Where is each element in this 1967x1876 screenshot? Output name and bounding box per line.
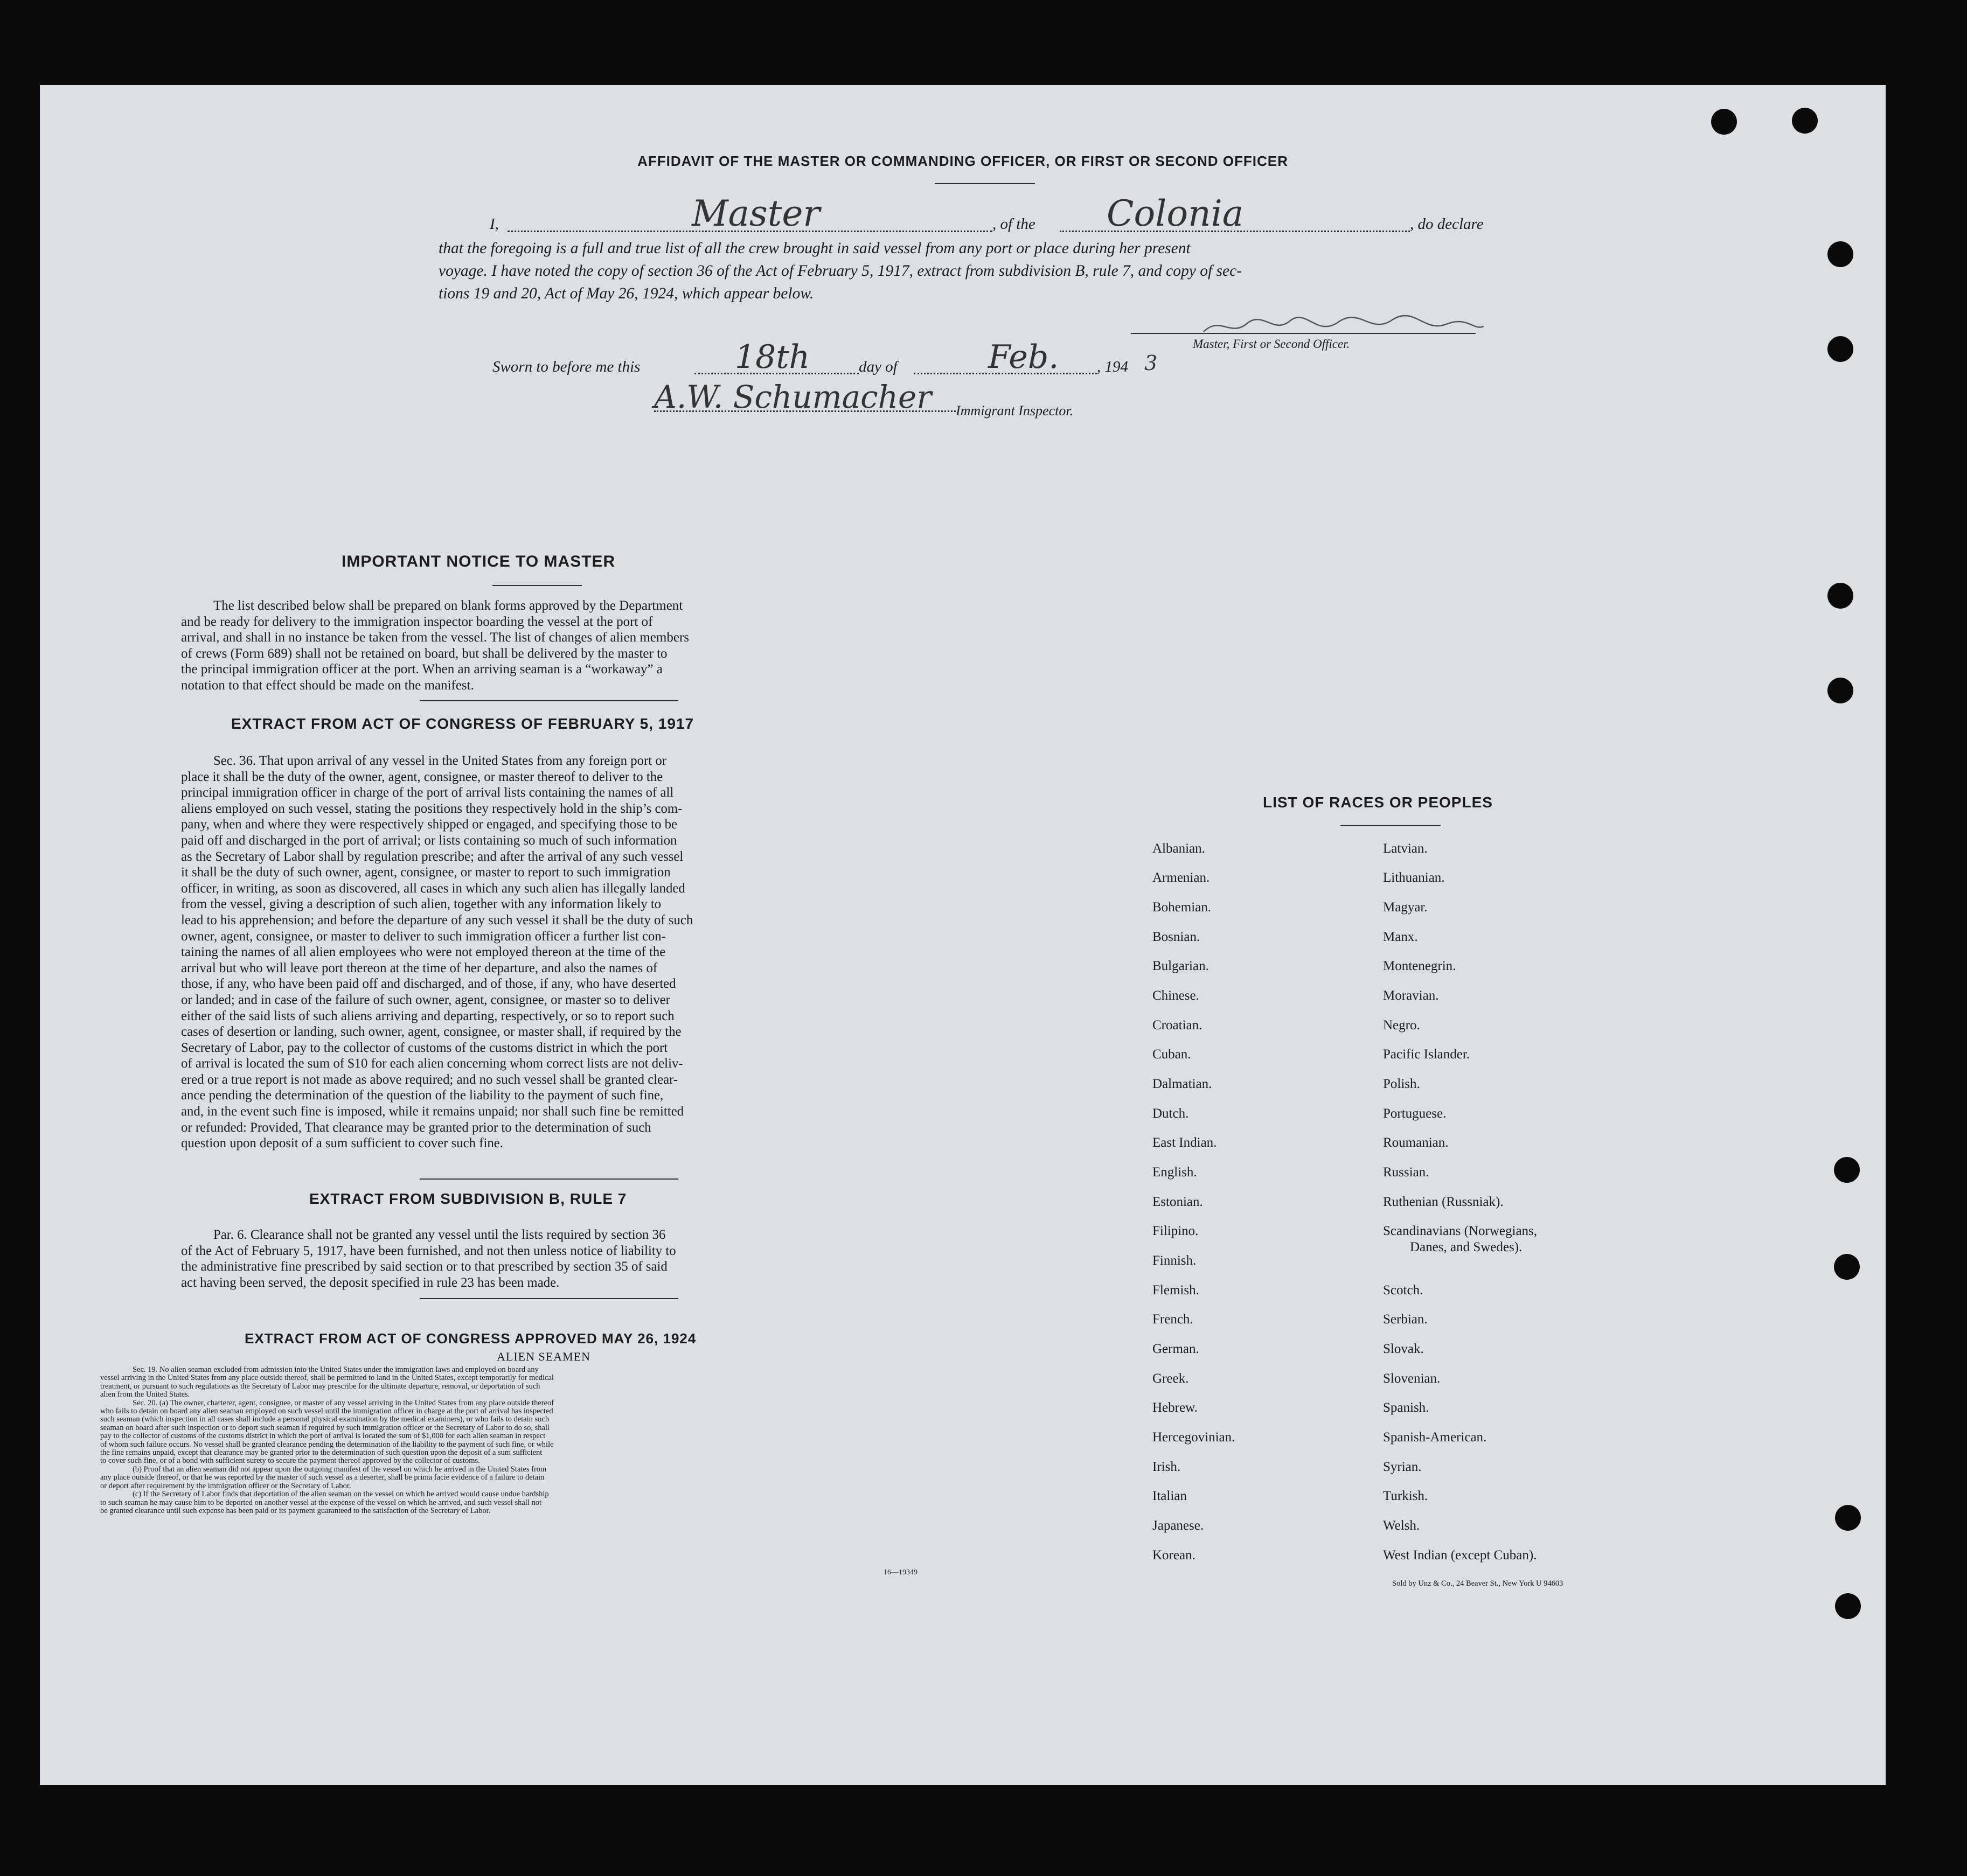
section-rule [420, 700, 678, 701]
race-item: Scandinavians (Norwegians, [1383, 1224, 1538, 1238]
extract-1917-line: or landed; and in case of the failure of such owner, agent, consignee, or master so to deliver [181, 992, 670, 1007]
race-item: Roumanian. [1383, 1135, 1449, 1150]
extract-1924-line: any place outside thereof, or that he was reported by the master of such vessel as a deserter, shall be prima facie evidence of a failure to detain [100, 1473, 545, 1482]
races-rule [1340, 825, 1441, 826]
extract-1924-line: who fails to detain on board any alien seaman employed on such vessel until the immigration officer in charge at the port of arrival has inspected [100, 1407, 553, 1416]
extract-1917-line: principal immigration officer in charge of the port of arrival lists containing the names of all [181, 785, 674, 800]
inspector-signature: A.W. Schumacher [654, 379, 932, 415]
officer-handwritten: Master [692, 193, 820, 234]
form-number: 16—19349 [884, 1568, 918, 1577]
notice-line: the principal immigration officer at the port. When an arriving seaman is a “workaway” a [181, 662, 663, 677]
extract-1917-line: Secretary of Labor, pay to the collector of customs of the customs district in which the port [181, 1040, 668, 1055]
extract-1924-line: alien from the United States. [100, 1390, 190, 1399]
race-item: Portuguese. [1383, 1106, 1447, 1121]
extract-1924-line: treatment, or pursuant to such regulations as the Secretary of Labor may prescribe for the ultimate departure, removal, or deportation of such [100, 1382, 540, 1391]
race-item: Hebrew. [1152, 1400, 1198, 1415]
notice-title: IMPORTANT NOTICE TO MASTER [342, 553, 616, 570]
race-item: Cuban. [1152, 1047, 1191, 1062]
race-item: Hercegovinian. [1152, 1430, 1235, 1445]
extract-1917-line: as the Secretary of Labor shall by regulation prescribe; and after the arrival of any such vessel [181, 849, 684, 864]
extract-1917-line: ance pending the determination of the question of the liability to the payment of such fine, [181, 1088, 664, 1103]
affidavit-line-2: that the foregoing is a full and true list of all the crew brought in said vessel from any port or place during her present [439, 240, 1191, 257]
affidavit-title: AFFIDAVIT OF THE MASTER OR COMMANDING OFFICER, OR FIRST OR SECOND OFFICER [637, 153, 1288, 169]
race-item: Irish. [1152, 1460, 1181, 1474]
punch-hole [1834, 1254, 1860, 1280]
rule7-title: EXTRACT FROM SUBDIVISION B, RULE 7 [309, 1190, 627, 1207]
race-item: Polish. [1383, 1077, 1420, 1091]
affidavit-of-the: , of the [992, 215, 1035, 233]
day-handwritten: 18th [735, 338, 810, 376]
race-item: Turkish. [1383, 1489, 1428, 1503]
rule7-line: Par. 6. Clearance shall not be granted any vessel until the lists required by section 36 [213, 1228, 666, 1242]
race-item: Lithuanian. [1383, 870, 1445, 885]
race-item: Syrian. [1383, 1460, 1422, 1474]
race-item: Spanish-American. [1383, 1430, 1487, 1445]
notice-line: arrival, and shall in no instance be taken from the vessel. The list of changes of alien members [181, 630, 689, 645]
race-item: Magyar. [1383, 900, 1428, 915]
affidavit-line-3: voyage. I have noted the copy of section 36 of the Act of February 5, 1917, extract from subdivision B, rule 7, and copy of sec- [439, 262, 1242, 280]
rule7-line: of the Act of February 5, 1917, have been furnished, and not then unless notice of liability to [181, 1243, 676, 1258]
race-item: Japanese. [1152, 1518, 1204, 1533]
notice-line: of crews (Form 689) shall not be retained on board, but shall be delivered by the master to [181, 646, 668, 661]
affidavit-line-4: tions 19 and 20, Act of May 26, 1924, which appear below. [439, 285, 814, 302]
extract-1924-line: the fine remains unpaid, except that clearance may be granted prior to the determination of such question upon the deposit of a sum sufficient [100, 1448, 543, 1457]
race-item: West Indian (except Cuban). [1383, 1548, 1537, 1563]
extract-1917-line: owner, agent, consignee, or master to deliver to such immigration officer a further list con- [181, 929, 666, 944]
extract-1924-line: seaman on board after such inspection or to deport such seaman if required by such immigration officer or the Secretary of Labor to do so, shall [100, 1423, 550, 1432]
race-item: Finnish. [1152, 1253, 1197, 1268]
race-item: Ruthenian (Russniak). [1383, 1195, 1504, 1209]
extract-1924-line: such seaman (which inspection in all cases shall include a personal physical examination by the medical examiners), or who fails to detain such [100, 1415, 550, 1424]
punch-hole [1827, 241, 1853, 267]
race-item: Latvian. [1383, 841, 1428, 856]
extract-1917-title: EXTRACT FROM ACT OF CONGRESS OF FEBRUARY 5, 1917 [231, 715, 694, 732]
race-item: Albanian. [1152, 841, 1205, 856]
rule7-line: the administrative fine prescribed by said section or to that prescribed by section 35 of said [181, 1259, 668, 1274]
extract-1924-subtitle: ALIEN SEAMEN [497, 1350, 590, 1363]
extract-1924-line: be granted clearance until such expense has been paid or its payment guaranteed to the satisfaction of the Secretary of Labor. [100, 1506, 491, 1515]
extract-1924-line: vessel arriving in the United States from any place outside thereof, shall be permitted to land in the United States, except temporarily for medical [100, 1373, 554, 1383]
punch-hole [1827, 583, 1853, 609]
race-item: Flemish. [1152, 1283, 1199, 1298]
notice-line: The list described below shall be prepared on blank forms approved by the Department [213, 598, 683, 613]
extract-1924-line: or deport after requirement by the immigration officer or the Secretary of Labor. [100, 1481, 351, 1490]
race-item: Filipino. [1152, 1224, 1199, 1238]
month-handwritten: Feb. [988, 338, 1059, 376]
extract-1917-line: taining the names of all alien employees who were not employed thereon at the time of the [181, 945, 666, 960]
affidavit-do-declare: , do declare [1410, 215, 1484, 233]
race-item: Korean. [1152, 1548, 1196, 1563]
race-item: English. [1152, 1165, 1197, 1180]
race-item: Spanish. [1383, 1400, 1429, 1415]
inspector-caption: Immigrant Inspector. [956, 403, 1074, 419]
race-item: Serbian. [1383, 1312, 1428, 1327]
year-handwritten: 3 [1144, 351, 1158, 375]
race-item: Bulgarian. [1152, 959, 1209, 973]
extract-1917-line: and, in the event such fine is imposed, while it remains unpaid; nor shall such fine be remitted [181, 1104, 684, 1119]
race-item: Dalmatian. [1152, 1077, 1212, 1091]
extract-1917-line: pany, when and where they were respectively shipped or engaged, and specifying those to be [181, 817, 678, 832]
extract-1917-line: or refunded: Provided, That clearance may be granted prior to the determination of such [181, 1120, 651, 1135]
race-item: Welsh. [1383, 1518, 1420, 1533]
extract-1924-line: (b) Proof that an alien seaman did not appear upon the outgoing manifest of the vessel on which he arrived in the United States from [133, 1464, 547, 1474]
extract-1924-line: (c) If the Secretary of Labor finds that deportation of the alien seaman on the vessel on which he arrived would cause undue hardship [133, 1490, 549, 1499]
race-item: Estonian. [1152, 1195, 1203, 1209]
year-printed: , 194 [1097, 358, 1128, 375]
race-item: Manx. [1383, 930, 1418, 944]
master-caption: Master, First or Second Officer. [1193, 337, 1350, 351]
day-of-label: day of [859, 358, 898, 375]
master-signature-rule [1131, 333, 1476, 334]
race-item: Negro. [1383, 1018, 1420, 1033]
extract-1924-line: Sec. 20. (a) The owner, charterer, agent, consignee, or master of any vessel arriving in the United States from any place outside thereof [133, 1398, 554, 1407]
race-item: Croatian. [1152, 1018, 1203, 1033]
race-item: Slovak. [1383, 1342, 1424, 1356]
extract-1917-line: cases of desertion or landing, such owner, agent, consignee, or master shall, if required by the [181, 1024, 682, 1040]
extract-1924-line: to cover such fine, or of a bond with sufficient surety to secure the payment thereof approved by the collector of customs. [100, 1456, 480, 1466]
punch-hole [1827, 678, 1853, 703]
extract-1917-line: it shall be the duty of such owner, agent, consignee, or master to report to such immigration [181, 865, 671, 880]
extract-1917-line: lead to his apprehension; and before the departure of any such vessel it shall be the duty of such [181, 912, 693, 927]
race-item: Danes, and Swedes). [1410, 1240, 1523, 1254]
race-item: Bohemian. [1152, 900, 1212, 915]
punch-hole [1711, 109, 1737, 135]
race-item: Greek. [1152, 1371, 1189, 1386]
race-item: Italian [1152, 1489, 1187, 1503]
extract-1917-line: Sec. 36. That upon arrival of any vessel in the United States from any foreign port or [213, 754, 667, 768]
extract-1917-line: officer, in writing, as soon as discovered, all cases in which any such alien has illegally landed [181, 881, 685, 896]
extract-1917-line: of arrival is located the sum of $10 for each alien concerning whom correct lists are not deliv- [181, 1056, 683, 1071]
extract-1924-body [100, 1366, 930, 1515]
extract-1917-body [181, 753, 839, 1152]
notice-line: notation to that effect should be made on the manifest. [181, 678, 474, 693]
punch-hole [1835, 1505, 1861, 1531]
rule7-body [181, 1227, 839, 1291]
notice-body [181, 598, 839, 694]
printer-imprint: Sold by Unz & Co., 24 Beaver St., New York U 94603 [1392, 1579, 1563, 1588]
race-item: East Indian. [1152, 1135, 1217, 1150]
sworn-label: Sworn to before me this [492, 358, 641, 375]
race-item: German. [1152, 1342, 1199, 1356]
extract-1924-line: to such seaman he may cause him to be deported on another vessel at the expense of the vessel on which he arrived, and such vessel shall not [100, 1498, 542, 1507]
race-item: Slovenian. [1383, 1371, 1441, 1386]
extract-1924-line: of whom such failure occurs. No vessel shall be granted clearance pending the determination of the liability to the payment of such fine, or while [100, 1440, 554, 1449]
race-item: Scotch. [1383, 1283, 1423, 1298]
race-item: French. [1152, 1312, 1193, 1327]
title-rule [935, 183, 1035, 184]
extract-1917-line: either of the said lists of such aliens arriving and departing, respectively, or so to report such [181, 1008, 675, 1023]
extract-1917-line: place it shall be the duty of the owner, agent, consignee, or master thereof to deliver to the [181, 769, 663, 784]
punch-hole [1835, 1593, 1861, 1619]
extract-1924-line: Sec. 19. No alien seaman excluded from admission into the United States under the immigration laws and employed on board any [133, 1365, 539, 1374]
notice-line: and be ready for delivery to the immigration inspector boarding the vessel at the port of [181, 614, 653, 629]
race-item: Dutch. [1152, 1106, 1189, 1121]
race-item: Russian. [1383, 1165, 1429, 1180]
races-title: LIST OF RACES OR PEOPLES [1263, 794, 1493, 811]
race-item: Chinese. [1152, 988, 1199, 1003]
race-item: Montenegrin. [1383, 959, 1456, 973]
vessel-handwritten: Colonia [1107, 193, 1244, 234]
race-item: Armenian. [1152, 870, 1210, 885]
section-rule [420, 1298, 678, 1299]
race-item: Bosnian. [1152, 930, 1200, 944]
extract-1917-line: ered or a true report is not made as above required; and no such vessel shall be granted clear- [181, 1072, 678, 1087]
notice-rule [492, 585, 582, 586]
extract-1917-line: from the vessel, giving a description of such alien, together with any information likely to [181, 897, 662, 912]
extract-1917-line: those, if any, who have been paid off and discharged, and of those, if any, who have deserted [181, 977, 676, 992]
extract-1917-line: paid off and discharged in the port of arrival; or lists containing so much of such information [181, 833, 677, 848]
extract-1924-title: EXTRACT FROM ACT OF CONGRESS APPROVED MAY 26, 1924 [245, 1330, 697, 1347]
punch-hole [1834, 1157, 1860, 1183]
extract-1917-line: arrival but who will leave port thereon at the time of her departure, and also the names of [181, 960, 658, 975]
race-item: Pacific Islander. [1383, 1047, 1470, 1062]
race-item: Moravian. [1383, 988, 1439, 1003]
section-rule [420, 1178, 678, 1180]
affidavit-i: I, [490, 215, 499, 233]
document-page [40, 85, 1886, 1785]
extract-1917-line: aliens employed on such vessel, stating the positions they respectively hold in the ship’s com- [181, 801, 683, 816]
extract-1917-line: question upon deposit of a sum sufficient to cover such fine. [181, 1136, 503, 1151]
punch-hole [1792, 108, 1818, 134]
punch-hole [1827, 336, 1853, 362]
inspector-dotted-line [654, 410, 956, 412]
extract-1924-line: pay to the collector of customs of the customs district in which the port of arrival is located the sum of $1,000 for each alien seaman in respect [100, 1432, 546, 1441]
rule7-line: act having been served, the deposit specified in rule 23 has been made. [181, 1275, 560, 1290]
